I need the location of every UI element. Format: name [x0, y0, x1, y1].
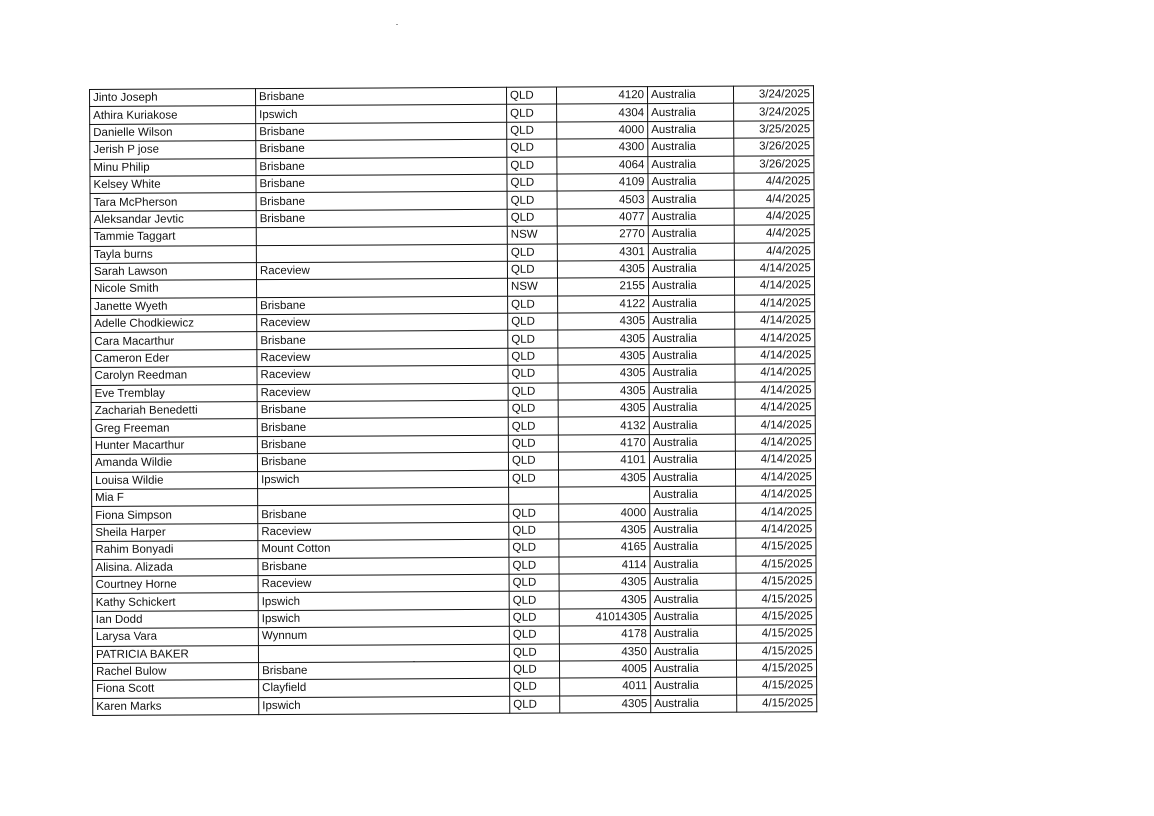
- city-cell: Mount Cotton: [258, 539, 509, 558]
- postcode-cell: 4305: [559, 574, 650, 592]
- city-cell: Brisbane: [257, 418, 508, 437]
- state-cell: QLD: [509, 609, 559, 627]
- city-cell: Ipswich: [259, 696, 510, 715]
- city-cell: Raceview: [257, 366, 508, 385]
- country-cell: Australia: [649, 330, 735, 348]
- country-cell: Australia: [650, 521, 736, 539]
- state-cell: QLD: [510, 696, 560, 714]
- state-cell: QLD: [507, 244, 557, 262]
- country-cell: Australia: [648, 104, 734, 122]
- country-cell: Australia: [650, 486, 736, 504]
- date-cell: 4/15/2025: [736, 538, 816, 556]
- postcode-cell: 41014305: [559, 608, 650, 626]
- name-cell: Ian Dodd: [92, 610, 258, 628]
- state-cell: QLD: [507, 157, 557, 175]
- date-cell: 4/4/2025: [734, 173, 814, 191]
- date-cell: 4/14/2025: [735, 294, 815, 312]
- name-cell: Janette Wyeth: [91, 297, 257, 315]
- country-cell: Australia: [648, 243, 734, 261]
- postcode-cell: 4305: [557, 260, 648, 278]
- state-cell: QLD: [507, 122, 557, 140]
- city-cell: Raceview: [256, 261, 507, 280]
- country-cell: Australia: [650, 556, 736, 574]
- state-cell: QLD: [508, 313, 558, 331]
- state-cell: QLD: [507, 104, 557, 122]
- state-cell: QLD: [508, 383, 558, 401]
- postcode-cell: 4305: [558, 365, 649, 383]
- postcode-cell: 4114: [559, 556, 650, 574]
- country-cell: Australia: [647, 86, 733, 104]
- records-table-body: [90, 86, 817, 716]
- postcode-cell: 2770: [557, 226, 648, 244]
- name-cell: Eve Tremblay: [91, 384, 257, 402]
- city-cell: Clayfield: [259, 679, 510, 698]
- postcode-cell: 4178: [559, 626, 650, 644]
- date-cell: 4/4/2025: [734, 207, 814, 225]
- name-cell: Tara McPherson: [90, 193, 256, 211]
- name-cell: Louisa Wildie: [92, 471, 258, 489]
- date-cell: 4/15/2025: [736, 607, 816, 625]
- country-cell: Australia: [649, 434, 735, 452]
- postcode-cell: 4120: [556, 87, 647, 105]
- date-cell: 4/14/2025: [735, 468, 815, 486]
- city-cell: Brisbane: [257, 435, 508, 454]
- state-cell: QLD: [509, 557, 559, 575]
- postcode-cell: 4305: [558, 400, 649, 418]
- postcode-cell: 4064: [557, 156, 648, 174]
- state-cell: QLD: [508, 348, 558, 366]
- date-cell: 4/15/2025: [736, 625, 816, 643]
- country-cell: Australia: [648, 156, 734, 174]
- date-cell: 4/15/2025: [736, 573, 816, 591]
- postcode-cell: 4305: [558, 382, 649, 400]
- name-cell: Cara Macarthur: [91, 332, 257, 350]
- country-cell: Australia: [649, 451, 735, 469]
- city-cell: Ipswich: [258, 470, 509, 489]
- city-cell: Brisbane: [259, 661, 510, 680]
- country-cell: Australia: [650, 643, 736, 661]
- city-cell: Ipswich: [256, 105, 507, 124]
- name-cell: Jerish P jose: [90, 141, 256, 159]
- country-cell: Australia: [650, 590, 736, 608]
- name-cell: PATRICIA BAKER: [92, 645, 258, 663]
- name-cell: Zachariah Benedetti: [91, 402, 257, 420]
- date-cell: 4/14/2025: [735, 434, 815, 452]
- country-cell: Australia: [651, 695, 737, 713]
- state-cell: QLD: [507, 209, 557, 227]
- postcode-cell: 4305: [558, 347, 649, 365]
- state-cell: [509, 487, 559, 505]
- name-cell: Greg Freeman: [91, 419, 257, 437]
- postcode-cell: 4000: [557, 121, 648, 139]
- date-cell: 4/14/2025: [735, 364, 815, 382]
- date-cell: 3/26/2025: [734, 155, 814, 173]
- name-cell: Rachel Bulow: [93, 663, 259, 681]
- name-cell: Kelsey White: [90, 176, 256, 194]
- country-cell: Australia: [650, 608, 736, 626]
- country-cell: Australia: [650, 538, 736, 556]
- postcode-cell: [559, 487, 650, 505]
- country-cell: Australia: [648, 225, 734, 243]
- country-cell: Australia: [650, 660, 736, 678]
- postcode-cell: 4005: [560, 660, 651, 678]
- postcode-cell: 4132: [558, 417, 649, 435]
- state-cell: QLD: [510, 661, 560, 679]
- city-cell: Ipswich: [258, 592, 509, 611]
- name-cell: Mia F: [92, 489, 258, 507]
- name-cell: Courtney Horne: [92, 576, 258, 594]
- country-cell: Australia: [648, 260, 734, 278]
- date-cell: 4/4/2025: [734, 242, 814, 260]
- date-cell: 4/15/2025: [736, 590, 816, 608]
- country-cell: Australia: [648, 173, 734, 191]
- country-cell: Australia: [648, 121, 734, 139]
- date-cell: 4/14/2025: [734, 277, 814, 295]
- name-cell: Fiona Simpson: [92, 506, 258, 524]
- name-cell: Alisina. Alizada: [92, 558, 258, 576]
- date-cell: 4/14/2025: [735, 451, 815, 469]
- country-cell: Australia: [648, 138, 734, 156]
- state-cell: QLD: [510, 678, 560, 696]
- name-cell: Amanda Wildie: [91, 454, 257, 472]
- city-cell: Brisbane: [257, 331, 508, 350]
- state-cell: QLD: [508, 331, 558, 349]
- name-cell: Sarah Lawson: [90, 263, 256, 281]
- postcode-cell: 4305: [559, 521, 650, 539]
- city-cell: Brisbane: [256, 192, 507, 211]
- city-cell: [258, 487, 509, 506]
- name-cell: Larysa Vara: [92, 628, 258, 646]
- country-cell: Australia: [651, 677, 737, 695]
- city-cell: Brisbane: [256, 122, 507, 141]
- date-cell: 4/14/2025: [734, 260, 814, 278]
- date-cell: 4/14/2025: [735, 416, 815, 434]
- state-cell: QLD: [508, 435, 558, 453]
- name-cell: Tayla burns: [90, 245, 256, 263]
- state-cell: QLD: [507, 191, 557, 209]
- country-cell: Australia: [649, 295, 735, 313]
- country-cell: Australia: [649, 417, 735, 435]
- name-cell: Cameron Eder: [91, 349, 257, 367]
- postcode-cell: 4350: [559, 643, 650, 661]
- postcode-cell: 4077: [557, 208, 648, 226]
- postcode-cell: 4300: [557, 139, 648, 157]
- date-cell: 3/24/2025: [733, 86, 813, 104]
- country-cell: Australia: [650, 625, 736, 643]
- state-cell: QLD: [508, 296, 558, 314]
- state-cell: QLD: [506, 87, 556, 105]
- name-cell: Tammie Taggart: [90, 228, 256, 246]
- date-cell: 4/15/2025: [736, 660, 816, 678]
- state-cell: QLD: [509, 539, 559, 557]
- name-cell: Rahim Bonyadi: [92, 541, 258, 559]
- postcode-cell: 4101: [558, 452, 649, 470]
- city-cell: Brisbane: [256, 139, 507, 158]
- state-cell: QLD: [509, 591, 559, 609]
- city-cell: Brisbane: [256, 157, 507, 176]
- city-cell: Brisbane: [257, 400, 508, 419]
- postcode-cell: 4170: [558, 434, 649, 452]
- postcode-cell: 4122: [558, 295, 649, 313]
- city-cell: Brisbane: [258, 505, 509, 524]
- state-cell: QLD: [508, 452, 558, 470]
- state-cell: QLD: [508, 365, 558, 383]
- date-cell: 4/15/2025: [737, 694, 817, 712]
- city-cell: Raceview: [257, 348, 508, 367]
- table-row: [93, 694, 817, 715]
- name-cell: Minu Philip: [90, 158, 256, 176]
- postcode-cell: 4165: [559, 539, 650, 557]
- city-cell: Raceview: [257, 313, 508, 332]
- postcode-cell: 4305: [559, 591, 650, 609]
- date-cell: 4/15/2025: [736, 642, 816, 660]
- date-cell: 4/14/2025: [735, 399, 815, 417]
- postcode-cell: 4305: [560, 695, 651, 713]
- country-cell: Australia: [648, 277, 734, 295]
- state-cell: QLD: [509, 470, 559, 488]
- state-cell: QLD: [507, 139, 557, 157]
- date-cell: 4/14/2025: [735, 329, 815, 347]
- city-cell: Raceview: [258, 522, 509, 541]
- country-cell: Australia: [649, 347, 735, 365]
- name-cell: Aleksandar Jevtic: [90, 210, 256, 228]
- city-cell: Brisbane: [257, 296, 508, 315]
- postcode-cell: 4503: [557, 191, 648, 209]
- postcode-cell: 4304: [557, 104, 648, 122]
- postcode-cell: 4109: [557, 174, 648, 192]
- state-cell: NSW: [507, 278, 557, 296]
- state-cell: QLD: [508, 400, 558, 418]
- name-cell: Karen Marks: [93, 697, 259, 715]
- city-cell: Brisbane: [257, 453, 508, 472]
- city-cell: Ipswich: [258, 609, 509, 628]
- date-cell: 4/14/2025: [736, 520, 816, 538]
- city-cell: [256, 244, 507, 263]
- scan-speck: [396, 24, 398, 25]
- date-cell: 4/14/2025: [735, 312, 815, 330]
- date-cell: 4/15/2025: [737, 677, 817, 695]
- postcode-cell: 4301: [557, 243, 648, 261]
- date-cell: 4/4/2025: [734, 225, 814, 243]
- name-cell: Nicole Smith: [91, 280, 257, 298]
- postcode-cell: 4305: [558, 313, 649, 331]
- date-cell: 4/15/2025: [736, 555, 816, 573]
- city-cell: Wynnum: [258, 626, 509, 645]
- country-cell: Australia: [650, 503, 736, 521]
- state-cell: QLD: [507, 174, 557, 192]
- country-cell: Australia: [649, 364, 735, 382]
- state-cell: QLD: [509, 574, 559, 592]
- country-cell: Australia: [649, 399, 735, 417]
- state-cell: QLD: [509, 522, 559, 540]
- date-cell: 3/26/2025: [734, 138, 814, 156]
- name-cell: Adelle Chodkiewicz: [91, 315, 257, 333]
- country-cell: Australia: [648, 208, 734, 226]
- postcode-cell: 2155: [557, 278, 648, 296]
- name-cell: Carolyn Reedman: [91, 367, 257, 385]
- date-cell: 4/14/2025: [736, 503, 816, 521]
- date-cell: 4/14/2025: [735, 347, 815, 365]
- state-cell: NSW: [507, 226, 557, 244]
- country-cell: Australia: [649, 312, 735, 330]
- postcode-cell: 4000: [559, 504, 650, 522]
- city-cell: Brisbane: [256, 209, 507, 228]
- country-cell: Australia: [648, 190, 734, 208]
- name-cell: Kathy Schickert: [92, 593, 258, 611]
- city-cell: Raceview: [258, 574, 509, 593]
- name-cell: Fiona Scott: [93, 680, 259, 698]
- postcode-cell: 4011: [560, 678, 651, 696]
- postcode-cell: 4305: [558, 330, 649, 348]
- state-cell: QLD: [507, 261, 557, 279]
- name-cell: Danielle Wilson: [90, 123, 256, 141]
- city-cell: [258, 644, 509, 663]
- name-cell: Jinto Joseph: [90, 89, 256, 107]
- date-cell: 4/14/2025: [736, 486, 816, 504]
- state-cell: QLD: [509, 504, 559, 522]
- state-cell: QLD: [509, 644, 559, 662]
- country-cell: Australia: [649, 469, 735, 487]
- date-cell: 3/24/2025: [734, 103, 814, 121]
- name-cell: Athira Kuriakose: [90, 106, 256, 124]
- state-cell: QLD: [509, 626, 559, 644]
- postcode-cell: 4305: [558, 469, 649, 487]
- date-cell: 4/14/2025: [735, 381, 815, 399]
- country-cell: Australia: [649, 382, 735, 400]
- country-cell: Australia: [650, 573, 736, 591]
- city-cell: Brisbane: [256, 87, 507, 106]
- name-cell: Sheila Harper: [92, 523, 258, 541]
- city-cell: Brisbane: [258, 557, 509, 576]
- city-cell: Raceview: [257, 383, 508, 402]
- name-cell: Hunter Macarthur: [91, 436, 257, 454]
- records-table: [89, 85, 817, 716]
- city-cell: [257, 279, 508, 298]
- city-cell: [256, 226, 507, 245]
- city-cell: Brisbane: [256, 174, 507, 193]
- date-cell: 3/25/2025: [734, 120, 814, 138]
- state-cell: QLD: [508, 417, 558, 435]
- date-cell: 4/4/2025: [734, 190, 814, 208]
